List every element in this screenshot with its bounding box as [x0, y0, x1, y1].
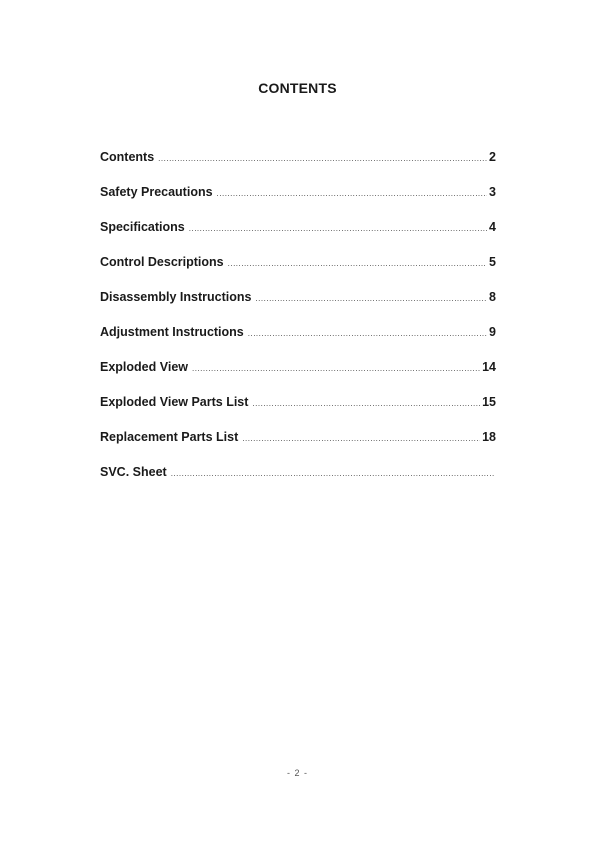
- dot-leader: [158, 154, 487, 163]
- toc-entry-label: Exploded View: [100, 360, 188, 374]
- dot-leader: [242, 434, 480, 443]
- toc-entry-label: Exploded View Parts List: [100, 395, 249, 409]
- dot-leader: [189, 224, 487, 233]
- dot-leader: [228, 259, 487, 268]
- toc-entry-label: Control Descriptions: [100, 255, 224, 269]
- dot-leader: [171, 469, 494, 478]
- toc-entry-page: 8: [489, 290, 496, 304]
- toc-entry: [100, 325, 496, 360]
- toc-entry: [100, 220, 496, 255]
- toc-entry-page: 4: [489, 220, 496, 234]
- toc-entry-page: 18: [482, 430, 496, 444]
- toc-entry: [100, 150, 496, 185]
- page-number: - 2 -: [286, 768, 308, 778]
- toc-entry-page: 14: [482, 360, 496, 374]
- toc-entry-label: Contents: [100, 150, 155, 164]
- table-of-contents: [100, 150, 496, 500]
- toc-entry-label: Disassembly Instructions: [100, 290, 252, 304]
- toc-entry-page: 2: [489, 150, 496, 164]
- toc-entry-label: Replacement Parts List: [100, 430, 239, 444]
- toc-entry-label: Adjustment Instructions: [100, 325, 244, 339]
- dot-leader: [248, 329, 487, 338]
- toc-entry: [100, 290, 496, 325]
- dot-leader: [252, 399, 480, 408]
- toc-entry-page: 9: [489, 325, 496, 339]
- dot-leader: [217, 189, 488, 198]
- toc-entry-page: 3: [489, 185, 496, 199]
- page-title: CONTENTS: [258, 80, 337, 96]
- dot-leader: [192, 364, 480, 373]
- toc-entry-label: Safety Precautions: [100, 185, 213, 199]
- toc-entry: [100, 430, 496, 465]
- toc-entry: [100, 255, 496, 290]
- toc-entry-page: 5: [489, 255, 496, 269]
- toc-entry-page: 15: [482, 395, 496, 409]
- toc-entry: [100, 360, 496, 395]
- toc-entry-label: Specifications: [100, 220, 185, 234]
- toc-entry: [100, 465, 496, 500]
- toc-entry: [100, 395, 496, 430]
- dot-leader: [255, 294, 487, 303]
- toc-entry-label: SVC. Sheet: [100, 465, 167, 479]
- toc-entry: [100, 185, 496, 220]
